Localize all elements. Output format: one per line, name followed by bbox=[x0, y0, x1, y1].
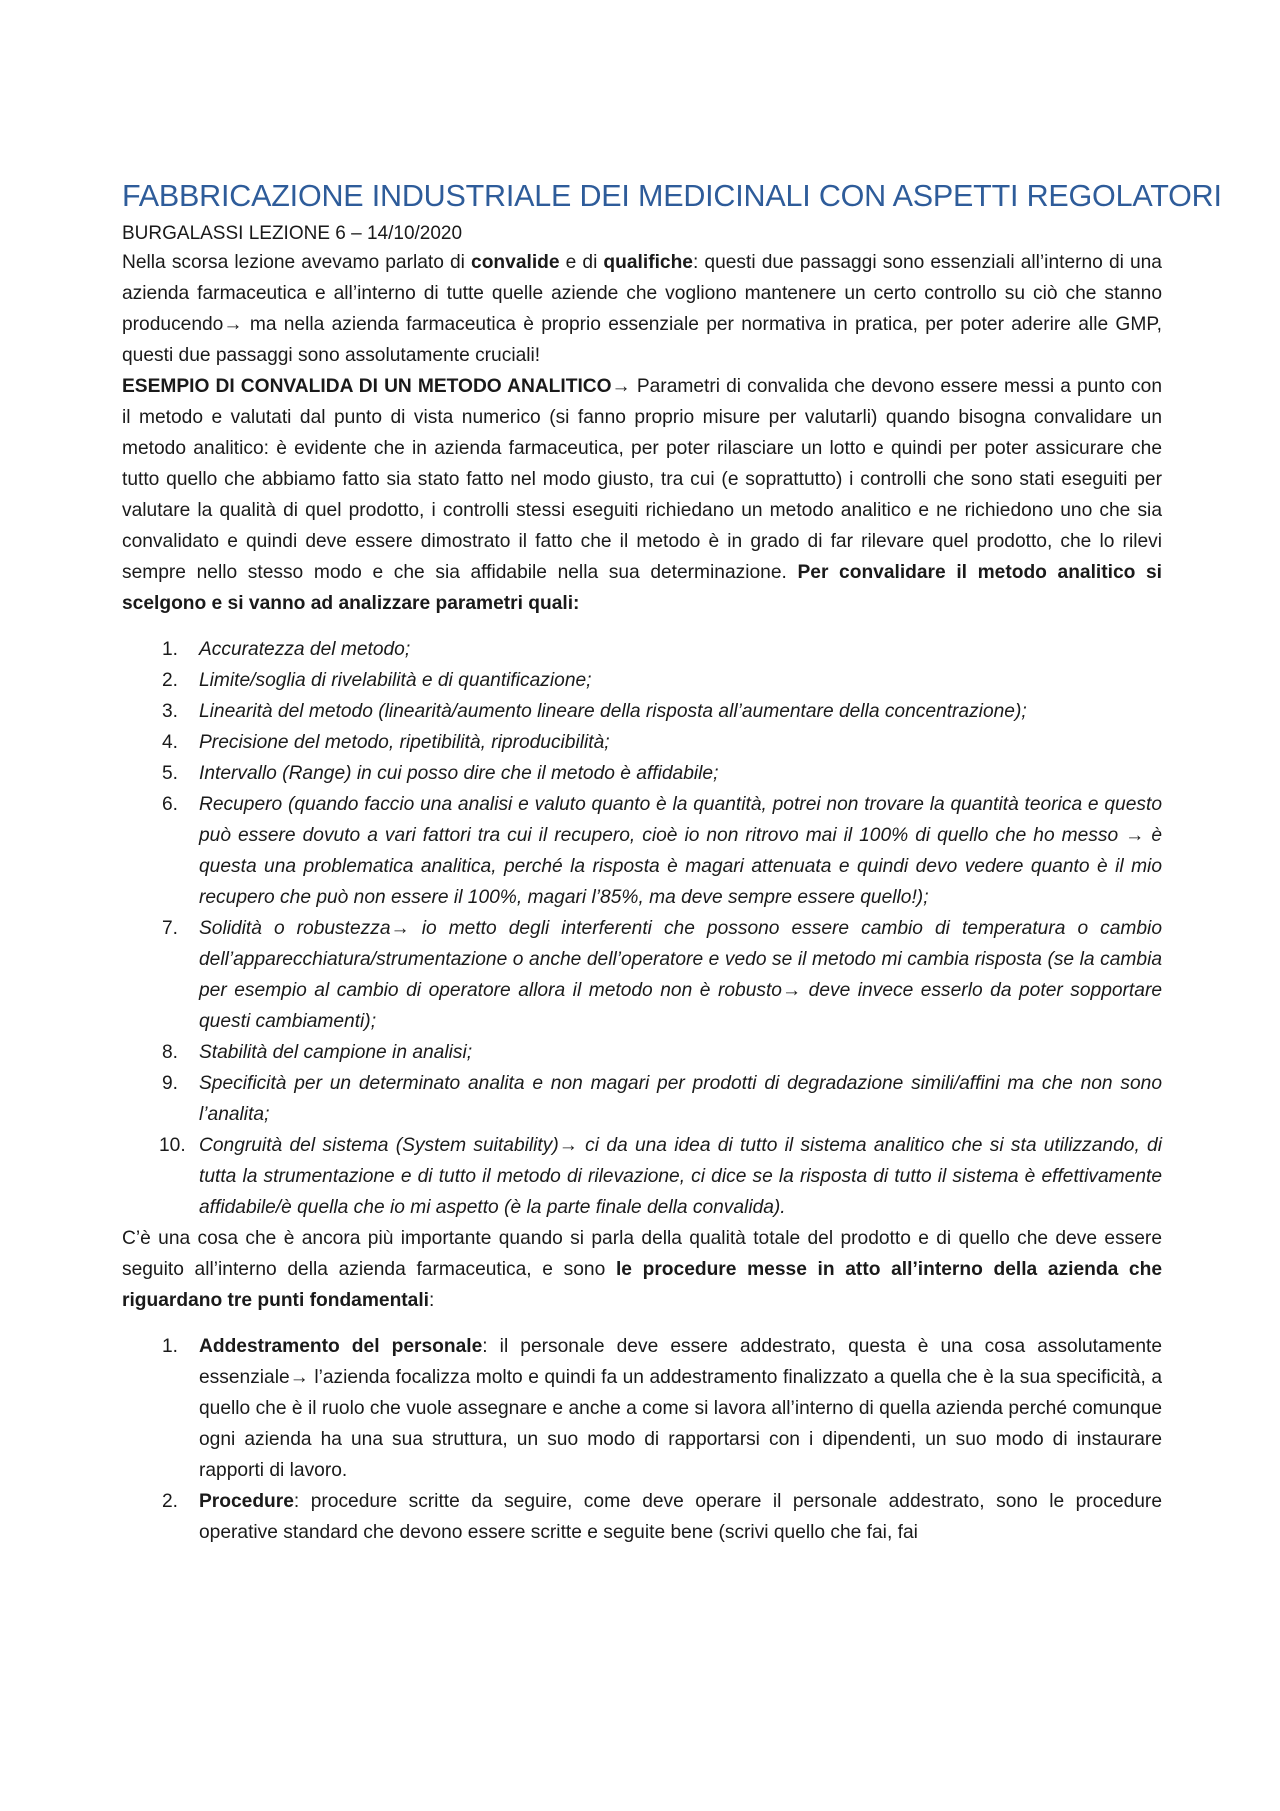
list-number: 5. bbox=[162, 763, 179, 784]
procedures-paragraph bbox=[122, 1223, 1162, 1316]
validation-parameters-list bbox=[122, 634, 1162, 1223]
section-heading-inline: ESEMPIO DI CONVALIDA DI UN METODO ANALITICO→ bbox=[122, 376, 631, 397]
list-item bbox=[122, 696, 1162, 727]
list-item-text: Recupero (quando faccio una analisi e valuto quanto è la quantità, potrei non trovare la quantità teorica e questo può essere dovuto a vari fattori tra cui il recupero, cioè io non ritrovo mai il 100% di quello che ho messo → è questa una problematica analitica, perché la risposta è magari attenuata e quindi devo vedere quanto è il mio recupero che può non essere il 100%, magari l’85%, ma deve sempre essere quello!); bbox=[199, 794, 1162, 908]
list-number: 10. bbox=[159, 1135, 186, 1156]
validation-example-paragraph bbox=[122, 371, 1162, 619]
list-item bbox=[122, 665, 1162, 696]
list-number: 2. bbox=[162, 670, 179, 691]
list-number: 7. bbox=[162, 918, 179, 939]
list-item-text: Specificità per un determinato analita e non magari per prodotti di degradazione simili/affini ma che non sono l’analita; bbox=[199, 1073, 1162, 1125]
list-item bbox=[122, 758, 1162, 789]
list-number: 1. bbox=[162, 1336, 179, 1357]
bold-term-convalide: convalide bbox=[471, 252, 560, 273]
text-run: e di bbox=[559, 252, 604, 273]
list-item bbox=[122, 913, 1162, 1037]
list-item-text: Stabilità del campione in analisi; bbox=[199, 1042, 473, 1063]
list-item bbox=[122, 789, 1162, 913]
bold-key-phrase: le procedure messe in atto all’interno della azienda che riguardano tre punti fondamentali bbox=[122, 1259, 1162, 1311]
fundamental-points-list bbox=[122, 1331, 1162, 1548]
list-number: 1. bbox=[162, 639, 179, 660]
list-number: 9. bbox=[162, 1073, 179, 1094]
text-run: Parametri di convalida che devono essere messi a punto con il metodo e valutati dal punto di vista numerico (si fanno proprio misure per valutarli) quando bisogna convalidare un metodo analitico: è evidente che in azienda farmaceutica, per poter rilasciare un lotto e quindi per poter assicurare che tutto quello che abbiamo fatto sia stato fatto nel modo giusto, tra cui (e soprattutto) i controlli che sono stati eseguiti per valutare la qualità di quel prodotto, i controlli stessi eseguiti richiedano un metodo analitico e ne richiedono uno che sia convalidato e quindi deve essere dimostrato il fatto che il metodo è in grado di far rilevare quel prodotto, che lo rilevi sempre nello stesso modo e che sia affidabile nella sua determinazione. bbox=[122, 376, 1162, 583]
text-run: : bbox=[429, 1290, 435, 1311]
list-item bbox=[122, 1331, 1162, 1486]
list-number: 3. bbox=[162, 701, 179, 722]
lesson-subtitle: BURGALASSI LEZIONE 6 – 14/10/2020 bbox=[122, 223, 463, 244]
list-item-heading: Addestramento del personale bbox=[199, 1336, 483, 1357]
list-number: 4. bbox=[162, 732, 179, 753]
bold-lead-in: Per convalidare il metodo analitico si scelgono e si vanno ad analizzare parametri quali: bbox=[122, 562, 1162, 614]
list-item bbox=[122, 1130, 1162, 1223]
text-run: : questi due passaggi sono essenziali all’interno di una azienda farmaceutica e all’interno di tutte quelle aziende che vogliono mantenere un certo controllo su ciò che stanno producendo→ ma nella azienda farmaceutica è proprio essenziale per normativa in pratica, per poter aderire alle GMP, questi due passaggi sono assolutamente cruciali! bbox=[122, 252, 1162, 366]
list-item-text: Solidità o robustezza→ io metto degli interferenti che possono essere cambio di temperatura o cambio dell’apparecchiatura/strumentazione o anche dell’operatore e vedo se il metodo mi cambia risposta (se la cambia per esempio al cambio di operatore allora il metodo non è robusto→ deve invece esserlo da poter sopportare questi cambiamenti); bbox=[199, 918, 1162, 1032]
list-item-text: : il personale deve essere addestrato, questa è una cosa assolutamente essenziale→ l’azienda focalizza molto e quindi fa un addestramento finalizzato a quella che è la sua specificità, a quello che è il ruolo che vuole assegnare e anche a come si lavora all’interno di quella azienda perché comunque ogni azienda ha una sua struttura, un suo modo di rapportarsi con i dipendenti, un suo modo di instaurare rapporti di lavoro. bbox=[199, 1336, 1162, 1481]
text-run: C’è una cosa che è ancora più importante quando si parla della qualità totale del prodotto e di quello che deve essere seguito all’interno della azienda farmaceutica, e sono bbox=[122, 1228, 1162, 1280]
document-title: FABBRICAZIONE INDUSTRIALE DEI MEDICINALI CON ASPETTI REGOLATORI bbox=[122, 179, 1222, 213]
list-item-text: Linearità del metodo (linearità/aumento lineare della risposta all’aumentare della concentrazione); bbox=[199, 701, 1027, 722]
list-item bbox=[122, 727, 1162, 758]
bold-term-qualifiche: qualifiche bbox=[603, 252, 693, 273]
list-item-text: Precisione del metodo, ripetibilità, riproducibilità; bbox=[199, 732, 610, 753]
list-item bbox=[122, 634, 1162, 665]
list-item-text: Congruità del sistema (System suitability)→ ci da una idea di tutto il sistema analitico che si sta utilizzando, di tutta la strumentazione e di tutto il metodo di rilevazione, ci dice se la risposta di tutto il sistema è effettivamente affidabile/è quella che io mi aspetto (è la parte finale della convalida). bbox=[199, 1135, 1162, 1218]
list-number: 6. bbox=[162, 794, 179, 815]
list-number: 2. bbox=[162, 1491, 179, 1512]
list-item-text: Limite/soglia di rivelabilità e di quantificazione; bbox=[199, 670, 592, 691]
list-item-heading: Procedure bbox=[199, 1491, 294, 1512]
list-item-text: Accuratezza del metodo; bbox=[199, 639, 411, 660]
list-item bbox=[122, 1068, 1162, 1130]
list-item-text: : procedure scritte da seguire, come deve operare il personale addestrato, sono le procedure operative standard che devono essere scritte e seguite bene (scrivi quello che fai, fai bbox=[199, 1491, 1162, 1543]
list-item bbox=[122, 1486, 1162, 1548]
list-number: 8. bbox=[162, 1042, 179, 1063]
page-content bbox=[122, 178, 1222, 1548]
list-item-text: Intervallo (Range) in cui posso dire che il metodo è affidabile; bbox=[199, 763, 719, 784]
list-item bbox=[122, 1037, 1162, 1068]
intro-paragraph bbox=[122, 247, 1162, 371]
text-run: Nella scorsa lezione avevamo parlato di bbox=[122, 252, 472, 273]
